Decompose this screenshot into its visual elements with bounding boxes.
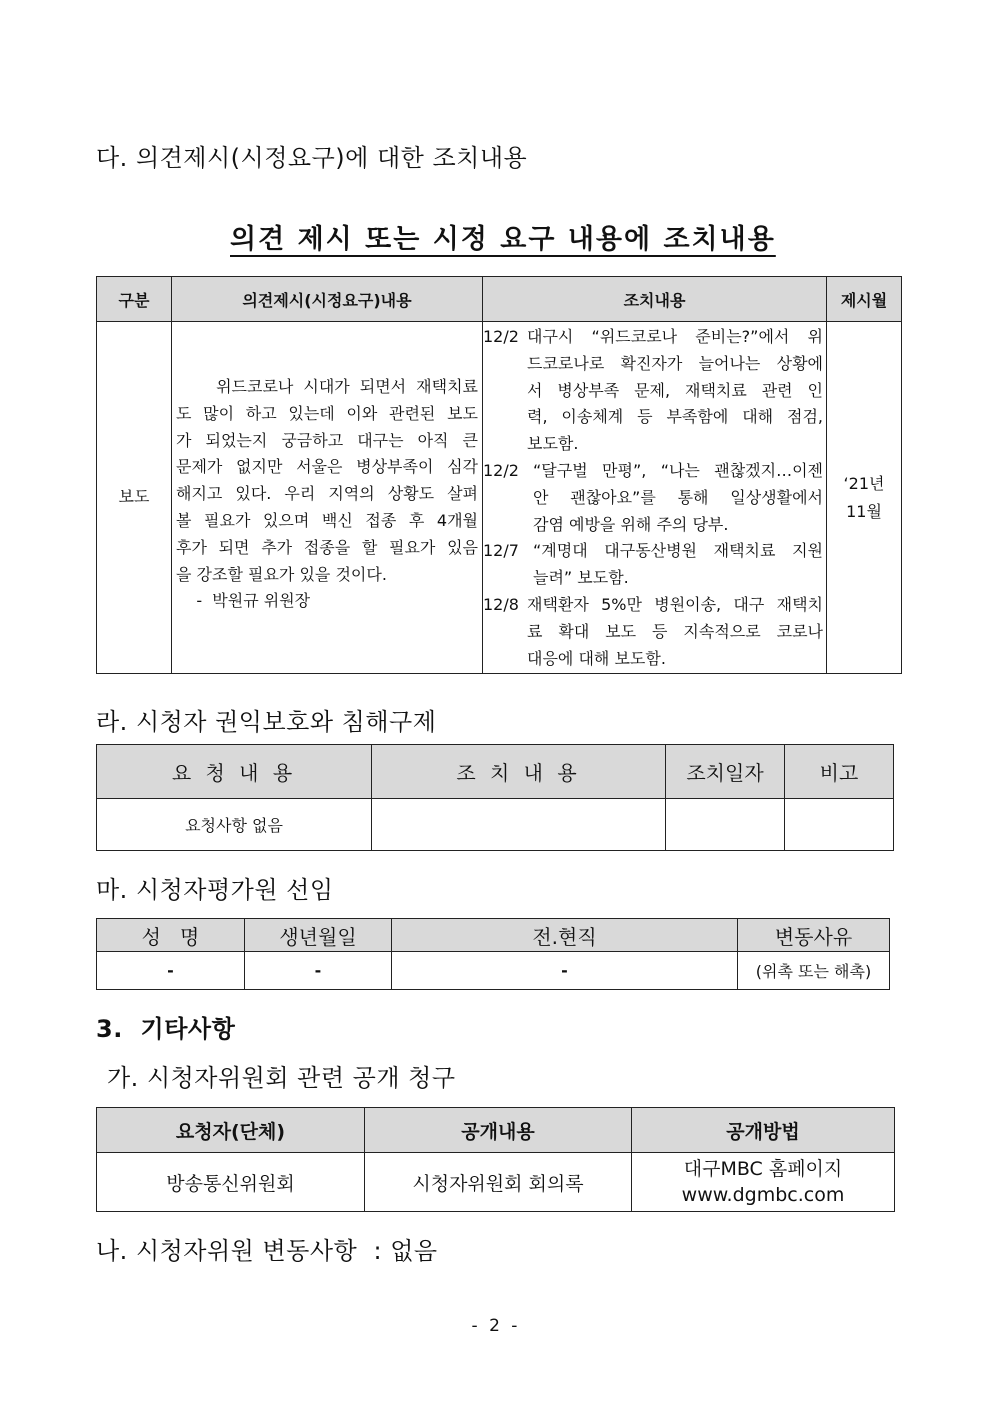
birthdate-cell: -: [245, 952, 392, 990]
request-cell: 요청사항 없음: [97, 799, 372, 851]
opinion-line: 해지고 있다. 우리 지역의 상황도 살펴: [176, 484, 478, 504]
header-name: 성 명: [97, 919, 245, 952]
header-requester: 요청자(단체): [97, 1108, 365, 1153]
section-heading-ma: 마. 시청자평가원 선임: [96, 876, 334, 904]
action-line: “달구벌 만평”, “나는 괜찮겠지…이젠: [533, 460, 823, 480]
method-homepage: 대구MBC 홈페이지: [683, 1158, 843, 1180]
header-position: 전.현직: [392, 919, 738, 952]
category-cell: 보도: [97, 322, 172, 674]
action-line: 늘려” 보도함.: [533, 568, 629, 588]
requester-cell: 방송통신위원회: [97, 1153, 365, 1212]
position-cell: -: [392, 952, 738, 990]
opinion-action-table: [96, 276, 902, 674]
action-cell: [483, 322, 827, 674]
action-item: [483, 324, 823, 458]
action-date: 12/7: [483, 541, 519, 561]
measure-date-cell: [666, 799, 785, 851]
opinion-line: 문제가 없지만 서울은 병상부족이 심각: [176, 457, 478, 477]
header-request: 요 청 내 용: [97, 745, 372, 799]
action-line: 안 괜찮아요”를 통해 일상생활에서: [533, 487, 823, 507]
action-date: 12/2: [483, 460, 519, 480]
action-item: [483, 458, 823, 538]
opinion-signature: - 박원규 위원장: [176, 591, 311, 611]
opinion-line: 을 강조할 필요가 있을 것이다.: [176, 564, 387, 584]
disclosure-method-cell: [632, 1153, 895, 1212]
table-title: 의견 제시 또는 시정 요구 내용에 조치내용: [230, 224, 776, 255]
action-line: 료 확대 보도 등 지속적으로 코로나: [527, 621, 823, 641]
page-number: - 2 -: [471, 1316, 521, 1336]
action-date: 12/2: [483, 327, 519, 346]
section-heading-na: 나. 시청자위원 변동사항 : 없음: [96, 1237, 438, 1265]
action-item: [483, 592, 823, 672]
rights-table: [96, 744, 894, 851]
action-line: 재택환자 5%만 병원이송, 대구 재택치: [527, 594, 823, 614]
opinion-cell: [172, 322, 483, 674]
action-line: 보도함.: [527, 434, 579, 454]
action-line: 드코로나로 확진자가 늘어나는 상황에: [527, 353, 823, 373]
header-birthdate: 생년월일: [245, 919, 392, 952]
header-measure-date: 조치일자: [666, 745, 785, 799]
disclosure-table: [96, 1107, 895, 1212]
opinion-line: 볼 필요가 있으며 백신 접종 후 4개월: [176, 510, 478, 530]
change-reason-cell: (위촉 또는 해촉): [738, 952, 890, 990]
action-line: 력, 이송체계 등 부족함에 대해 점검,: [527, 407, 823, 427]
action-line: “계명대 대구동산병원 재택치료 지원: [533, 541, 823, 561]
header-change-reason: 변동사유: [738, 919, 890, 952]
header-measure: 조 치 내 용: [372, 745, 666, 799]
header-remarks: 비고: [785, 745, 894, 799]
action-line: 감염 예방을 위해 주의 당부.: [533, 514, 729, 534]
header-month: 제시월: [827, 277, 902, 322]
opinion-line: 도 많이 하고 있는데 이와 관련된 보도: [176, 403, 478, 423]
opinion-line: 위드코로나 시대가 되면서 재택치료: [176, 377, 478, 396]
action-date: 12/8: [483, 594, 519, 614]
section-heading-ga: 가. 시청자위원회 관련 공개 청구: [107, 1064, 456, 1092]
action-item: [483, 538, 823, 592]
header-category: 구분: [97, 277, 172, 322]
remarks-cell: [785, 799, 894, 851]
header-opinion: 의견제시(시정요구)내용: [172, 277, 483, 322]
section-heading-da: 다. 의견제시(시정요구)에 대한 조치내용: [96, 144, 528, 172]
section-heading-ra: 라. 시청자 권익보호와 침해구제: [96, 708, 437, 736]
action-line: 대응에 대해 보도함.: [527, 648, 666, 668]
disclosure-content-cell: 시청자위원회 회의록: [365, 1153, 632, 1212]
action-line: 서 병상부족 문제, 재택치료 관련 인: [527, 380, 823, 400]
measure-cell: [372, 799, 666, 851]
month-month: 11월: [846, 501, 882, 521]
evaluator-table: [96, 918, 890, 990]
name-cell: -: [97, 952, 245, 990]
header-disclosure-content: 공개내용: [365, 1108, 632, 1153]
header-disclosure-method: 공개방법: [632, 1108, 895, 1153]
action-line: 대구시 “위드코로나 준비는?”에서 위: [527, 327, 823, 346]
month-year: ‘21년: [843, 473, 885, 493]
method-url: www.dgmbc.com: [681, 1184, 845, 1206]
opinion-line: 가 되었는지 궁금하고 대구는 아직 큰: [176, 430, 478, 450]
header-action: 조치내용: [483, 277, 827, 322]
opinion-line: 후가 되면 추가 접종을 할 필요가 있음: [176, 537, 478, 557]
section-heading-3: 3. 기타사항: [96, 1015, 236, 1043]
month-cell: [827, 322, 902, 674]
